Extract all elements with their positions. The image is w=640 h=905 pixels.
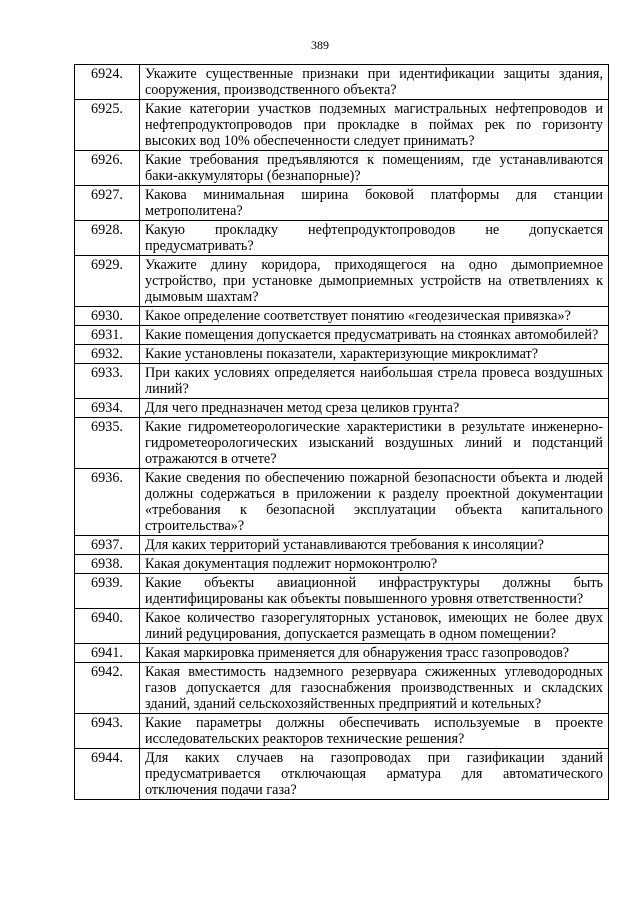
question-number: 6935.	[75, 418, 140, 469]
question-row	[75, 536, 609, 555]
question-text: Для каких случаев на газопроводах при газификации зданий предусматривается отключающая арматура для автоматического отключения подачи газа?	[140, 749, 609, 800]
question-number: 6937.	[75, 536, 140, 555]
question-row	[75, 663, 609, 714]
question-text: Для каких территорий устанавливаются требования к инсоляции?	[140, 536, 609, 555]
question-row	[75, 714, 609, 749]
question-number: 6930.	[75, 307, 140, 326]
question-row	[75, 418, 609, 469]
question-text: Какие параметры должны обеспечивать используемые в проекте исследовательских реакторов технические решения?	[140, 714, 609, 749]
question-number: 6934.	[75, 399, 140, 418]
question-number: 6942.	[75, 663, 140, 714]
question-number: 6927.	[75, 186, 140, 221]
question-text: Для чего предназначен метод среза целиков грунта?	[140, 399, 609, 418]
question-row	[75, 307, 609, 326]
question-row	[75, 609, 609, 644]
question-row	[75, 555, 609, 574]
question-number: 6940.	[75, 609, 140, 644]
question-text: Укажите существенные признаки при идентификации защиты здания, сооружения, производственного объекта?	[140, 65, 609, 100]
question-text: Какая документация подлежит нормоконтролю?	[140, 555, 609, 574]
question-row	[75, 100, 609, 151]
question-number: 6941.	[75, 644, 140, 663]
question-text: Какие сведения по обеспечению пожарной безопасности объекта и людей должны содержаться в приложении к разделу проектной документации «требования к безопасной эксплуатации объекта капитального строительства»?	[140, 469, 609, 536]
question-text: Какие категории участков подземных магистральных нефтепроводов и нефтепродуктопроводов при прокладке в поймах рек по горизонту высоких вод 10% обеспеченности следует принимать?	[140, 100, 609, 151]
question-text: Какая вместимость надземного резервуара сжиженных углеводородных газов допускается для газоснабжения производственных и складских зданий, зданий сельскохозяйственных предприятий и котельных?	[140, 663, 609, 714]
questions-table	[74, 64, 609, 800]
question-row	[75, 364, 609, 399]
question-text: Какие требования предъявляются к помещениям, где устанавливаются баки-аккумуляторы (безнапорные)?	[140, 151, 609, 186]
question-row	[75, 644, 609, 663]
question-text: Какое определение соответствует понятию «геодезическая привязка»?	[140, 307, 609, 326]
page-number: 389	[311, 38, 329, 52]
question-number: 6931.	[75, 326, 140, 345]
question-number: 6944.	[75, 749, 140, 800]
question-number: 6925.	[75, 100, 140, 151]
question-number: 6926.	[75, 151, 140, 186]
question-row	[75, 256, 609, 307]
question-text: Какова минимальная ширина боковой платформы для станции метрополитена?	[140, 186, 609, 221]
question-text: Какую прокладку нефтепродуктопроводов не допускается предусматривать?	[140, 221, 609, 256]
question-number: 6933.	[75, 364, 140, 399]
question-row	[75, 399, 609, 418]
question-row	[75, 326, 609, 345]
question-row	[75, 65, 609, 100]
question-row	[75, 186, 609, 221]
question-number: 6924.	[75, 65, 140, 100]
question-text: При каких условиях определяется наибольшая стрела провеса воздушных линий?	[140, 364, 609, 399]
question-text: Какое количество газорегуляторных установок, имеющих не более двух линий редуцирования, допускается размещать в одном помещении?	[140, 609, 609, 644]
question-text: Укажите длину коридора, приходящегося на одно дымоприемное устройство, при установке дымоприемных устройств на ответвлениях к дымовым шахтам?	[140, 256, 609, 307]
question-number: 6943.	[75, 714, 140, 749]
question-text: Какие объекты авиационной инфраструктуры должны быть идентифицированы как объекты повышенного уровня ответственности?	[140, 574, 609, 609]
question-text: Какие гидрометеорологические характеристики в результате инженерно-гидрометеорологических изысканий воздушных линий и подстанций отражаются в отчете?	[140, 418, 609, 469]
question-row	[75, 221, 609, 256]
question-text: Какие установлены показатели, характеризующие микроклимат?	[140, 345, 609, 364]
question-number: 6928.	[75, 221, 140, 256]
question-text: Какие помещения допускается предусматривать на стоянках автомобилей?	[140, 326, 609, 345]
question-row	[75, 749, 609, 800]
question-row	[75, 345, 609, 364]
question-number: 6938.	[75, 555, 140, 574]
question-number: 6932.	[75, 345, 140, 364]
question-row	[75, 151, 609, 186]
question-number: 6939.	[75, 574, 140, 609]
question-number: 6929.	[75, 256, 140, 307]
question-row	[75, 469, 609, 536]
question-row	[75, 574, 609, 609]
question-number: 6936.	[75, 469, 140, 536]
question-text: Какая маркировка применяется для обнаружения трасс газопроводов?	[140, 644, 609, 663]
